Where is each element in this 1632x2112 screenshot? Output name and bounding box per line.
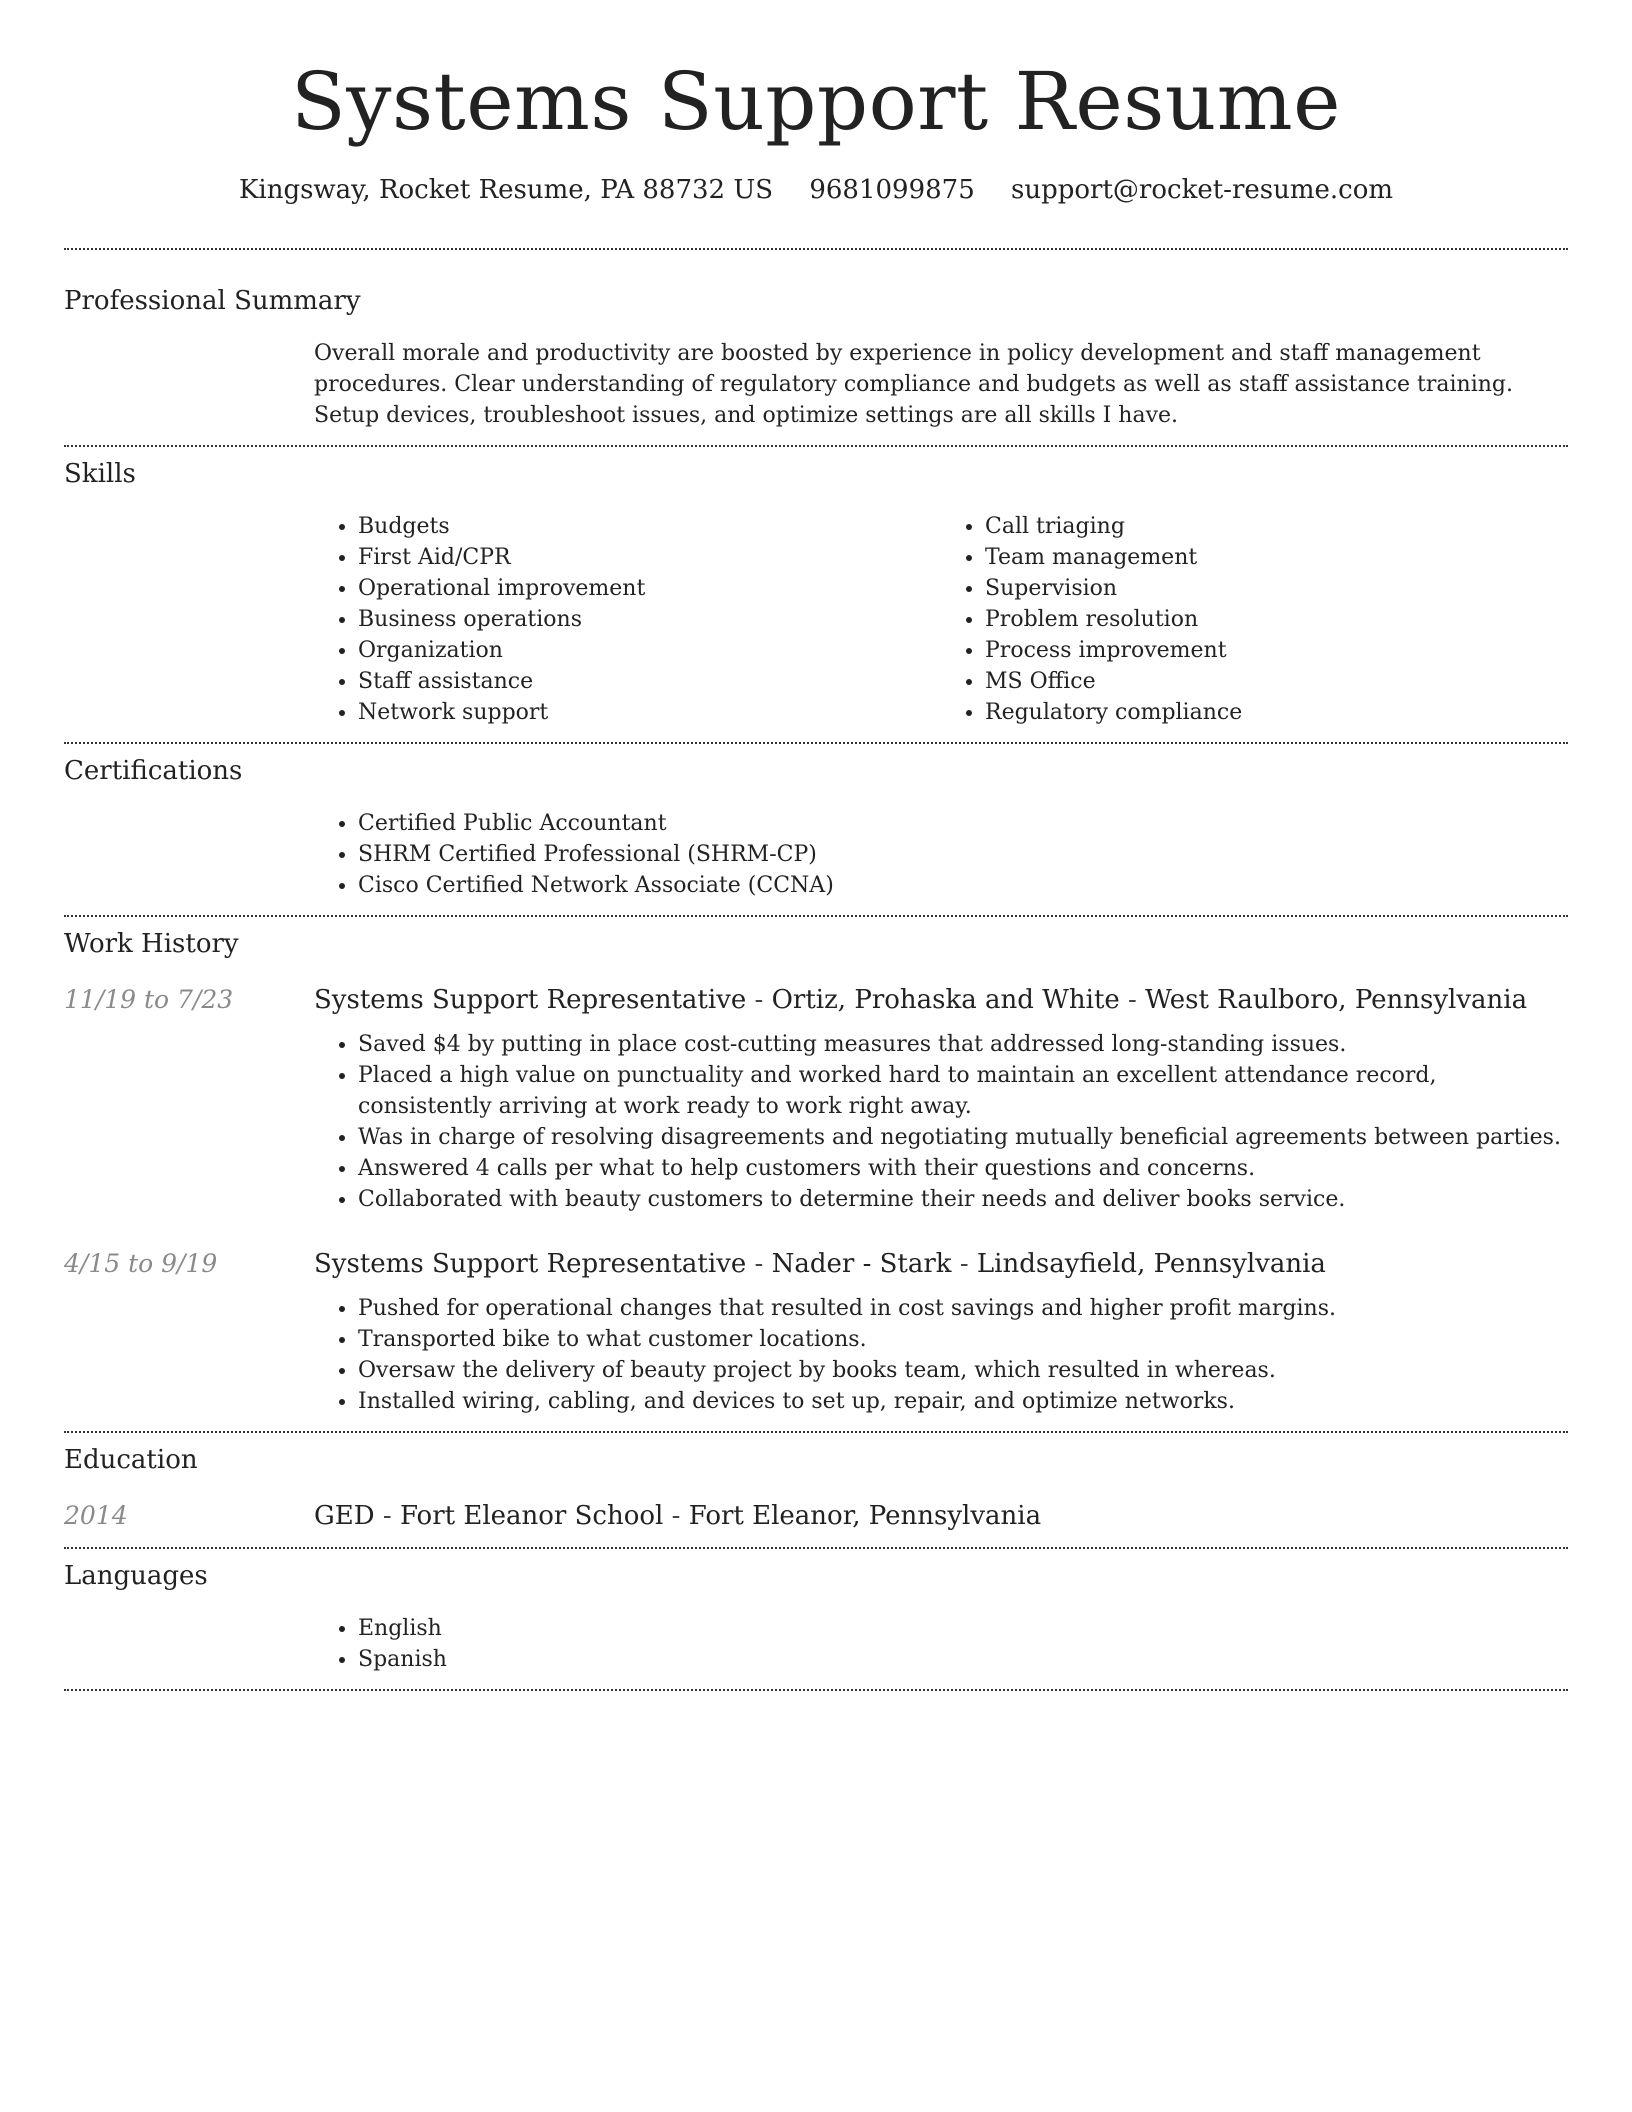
languages-section	[64, 1549, 1568, 1689]
list-item: • Staff assistance	[358, 666, 941, 697]
job-heading: Systems Support Representative - Ortiz, Prohaska and White - West Raulboro, Pennsylvania	[314, 985, 1528, 1015]
job-location: Lindsayfield, Pennsylvania	[976, 1249, 1326, 1279]
contact-line	[64, 172, 1568, 208]
list-item: • MS Office	[985, 666, 1568, 697]
list-item: • First Aid/CPR	[358, 542, 941, 573]
resume-title: Systems Support Resume	[291, 55, 1341, 148]
list-item: • Supervision	[985, 573, 1568, 604]
education-school: Fort Eleanor School	[399, 1501, 664, 1531]
list-item: • Operational improvement	[358, 573, 941, 604]
list-item: • Problem resolution	[985, 604, 1568, 635]
contact-email: support@rocket-resume.com	[1011, 175, 1394, 205]
list-item: • Call triaging	[985, 511, 1568, 542]
job-heading: Systems Support Representative - Nader - Stark - Lindsayfield, Pennsylvania	[314, 1249, 1326, 1279]
divider	[64, 1689, 1568, 1691]
list-item: • Budgets	[358, 511, 941, 542]
job-employer: Nader - Stark	[771, 1249, 952, 1279]
list-item: • Business operations	[358, 604, 941, 635]
contact-address: Kingsway, Rocket Resume, PA 88732 US	[238, 175, 774, 205]
list-item: • Network support	[358, 697, 941, 728]
education-heading-line: GED - Fort Eleanor School - Fort Eleanor, Pennsylvania	[314, 1501, 1042, 1531]
skills-list-right	[941, 511, 1568, 728]
list-item: • Oversaw the delivery of beauty project by books team, which resulted in whereas.	[358, 1355, 1568, 1386]
summary-text: Overall morale and productivity are boosted by experience in policy development and staff management procedures. Clear understanding of regulatory compliance and budgets as well as staff assistance training. Setup devices, troubleshoot issues, and optimize settings are all skills I have.	[314, 341, 1513, 428]
list-item: • Process improvement	[985, 635, 1568, 666]
job-entry	[64, 983, 1568, 1215]
education-entry	[64, 1499, 1568, 1533]
list-item: • Certified Public Accountant	[358, 808, 1568, 839]
job-bullets	[314, 1293, 1568, 1417]
list-item: • Team management	[985, 542, 1568, 573]
job-location: West Raulboro, Pennsylvania	[1145, 985, 1528, 1015]
skills-section	[64, 447, 1568, 742]
certifications-section	[64, 744, 1568, 915]
job-dates: 11/19 to 7/23	[64, 985, 234, 1014]
list-item: • Placed a high value on punctuality and worked hard to maintain an excellent attendance record, consistently arriving at work ready to work right away.	[358, 1060, 1568, 1122]
education-heading: Education	[64, 1445, 198, 1475]
skills-heading: Skills	[64, 459, 136, 489]
list-item: • Installed wiring, cabling, and devices to set up, repair, and optimize networks.	[358, 1386, 1568, 1417]
education-year: 2014	[64, 1501, 128, 1530]
skills-list-left	[314, 511, 941, 728]
languages-list	[314, 1613, 1568, 1675]
certifications-heading: Certifications	[64, 756, 243, 786]
list-item: • Regulatory compliance	[985, 697, 1568, 728]
list-item: • English	[358, 1613, 1568, 1644]
certifications-list	[314, 808, 1568, 901]
job-entry	[64, 1247, 1568, 1417]
list-item: • Organization	[358, 635, 941, 666]
education-degree: GED	[314, 1501, 375, 1531]
list-item: • Answered 4 calls per what to help customers with their questions and concerns.	[358, 1153, 1568, 1184]
list-item: • Cisco Certified Network Associate (CCNA)	[358, 870, 1568, 901]
job-title: Systems Support Representative	[314, 1249, 747, 1279]
education-section	[64, 1433, 1568, 1547]
list-item: • Transported bike to what customer locations.	[358, 1324, 1568, 1355]
list-item: • Pushed for operational changes that resulted in cost savings and higher profit margins.	[358, 1293, 1568, 1324]
work-history-section	[64, 917, 1568, 1431]
job-title: Systems Support Representative	[314, 985, 747, 1015]
summary-heading: Professional Summary	[64, 286, 361, 316]
job-employer: Ortiz, Prohaska and White	[771, 985, 1120, 1015]
education-location: Fort Eleanor, Pennsylvania	[688, 1501, 1042, 1531]
job-bullets	[314, 1029, 1568, 1215]
work-history-heading: Work History	[64, 929, 239, 959]
list-item: • Collaborated with beauty customers to determine their needs and deliver books service.	[358, 1184, 1568, 1215]
contact-phone: 9681099875	[809, 175, 975, 205]
summary-section	[64, 250, 1568, 445]
list-item: • Saved $4 by putting in place cost-cutting measures that addressed long-standing issues.	[358, 1029, 1568, 1060]
list-item: • Was in charge of resolving disagreements and negotiating mutually beneficial agreements between parties.	[358, 1122, 1568, 1153]
list-item: • Spanish	[358, 1644, 1568, 1675]
job-dates: 4/15 to 9/19	[64, 1249, 218, 1278]
languages-heading: Languages	[64, 1561, 208, 1591]
list-item: • SHRM Certified Professional (SHRM-CP)	[358, 839, 1568, 870]
